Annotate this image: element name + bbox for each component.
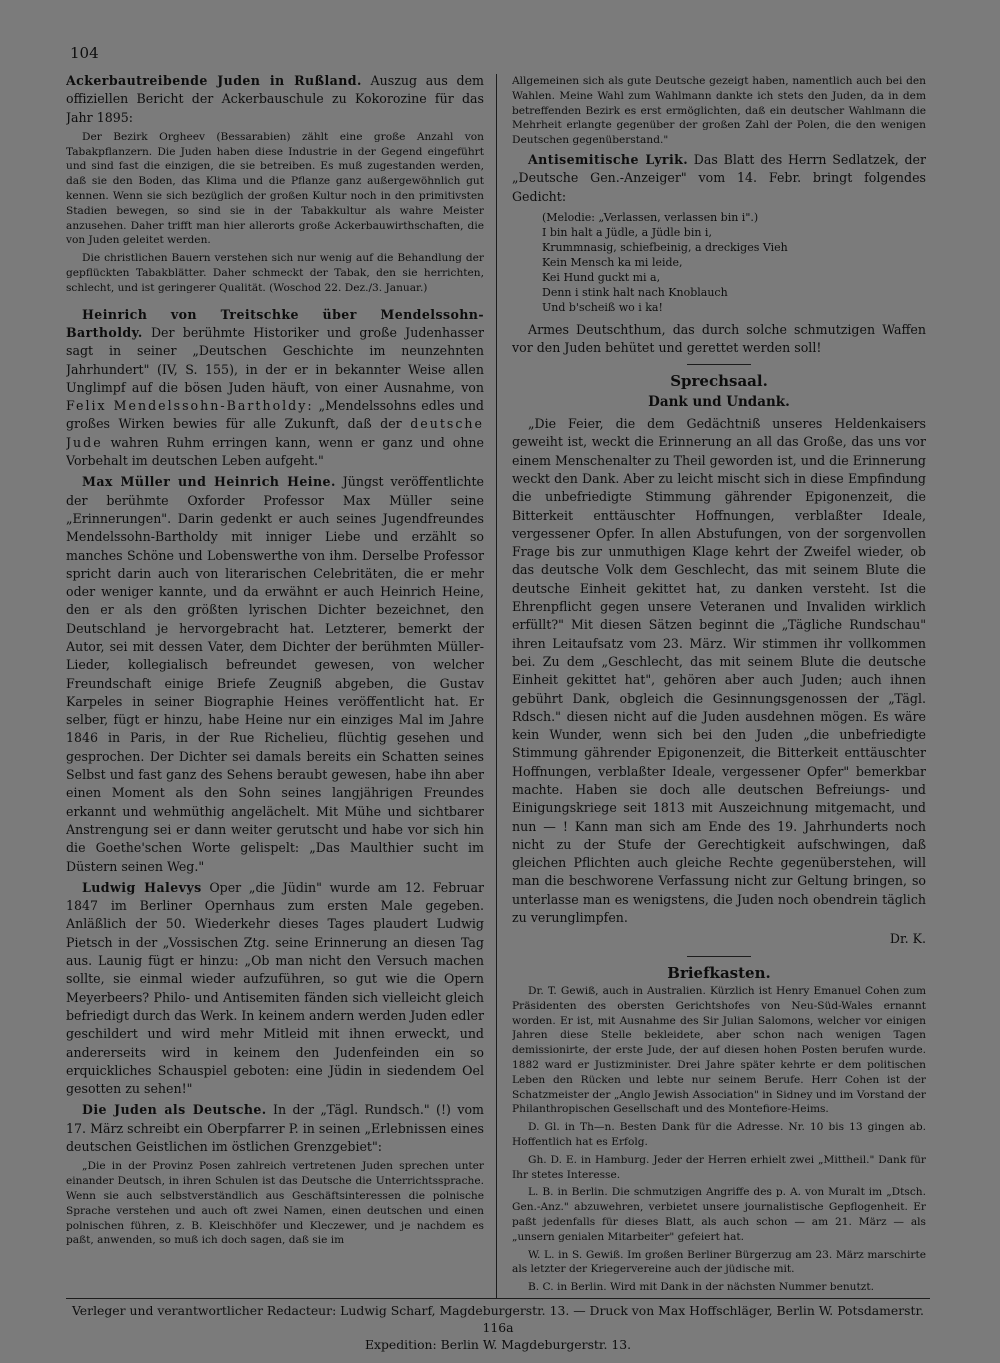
poem-line: Denn i stink halt nach Knoblauch <box>542 285 728 299</box>
briefkasten-entry: B. C. in Berlin. Wird mit Dank in der nächsten Nummer benutzt. <box>528 1281 874 1294</box>
poem <box>542 210 926 315</box>
article-body-lyrik: Das Blatt des Herrn Sedlatzek, der „Deutsche Gen.-Anzeiger" vom 14. Febr. bringt folgendes Gedicht: <box>512 151 926 204</box>
poem-line: I bin halt a Jüdle, a Jüdle bin i, <box>542 225 712 239</box>
sprechsaal-body: „Die Feier, die dem Gedächtniß unseres Heldenkaisers geweiht ist, weckt die Erinnerung an all das Große, das uns vor einem Menschenalter zu Theil geworden ist, und die Erinnerung weckt den Dank. Aber zu leicht mischt sich in diese Empfindung die unbefriedigte Stimmung gährender Epigonenzeit, die Bitterkeit enttäuschter Hoffnungen, verblaßter Ideale, vergessener Opfer. In allen Abstufungen, von der sorgenvollen Frage bis zur unmuthigen Klage kehrt der Zweifel wieder, ob das deutsche Volk dem Geschlecht, das mit seinem Blute die deutsche Einheit gekittet hat, zu danken versteht. Ist die Ehrenpflicht gegen unsere Veteranen und Invaliden wirklich erfüllt?" Mit diesen Sätzen beginnt die „Tägliche Rundschau" ihren Leitaufsatz vom 23. März. Wir stimmen ihr vollkommen bei. Zu dem „Geschlecht, das mit seinem Blute die deutsche Einheit gekittet hat", gehören aber auch Juden; auch ihnen gebührt Dank, obgleich die Gesinnungsgenossen der „Tägl. Rdsch." diesen nicht auf die Juden ausdehnen mögen. Es wäre kein Wunder, wenn sich bei den Juden „die unbefriedigte Stimmung gährender Epigonenzeit, die Bitterkeit enttäuschter Hoffnungen, verblaßter Ideale, vergessener Opfer" bemerkbar machte. Haben sie doch alle deutschen Befreiungs- und Einigungskriege seit 1813 mit Auszeichnung mitgemacht, und nun — ! Kann man sich am Ende des 19. Jahrhunderts noch nicht zu der Stufe der Gerechtigkeit aufschwingen, daß gleichen Pflichten auch gleiche Rechte gegenüberstehen, will man die beschworene Verfassung nicht zur Geltung bringen, so unterlasse man es wenigstens, die Juden noch obendrein täglich zu verunglimpfen. <box>512 416 926 926</box>
briefkasten-entry: Gh. D. E. in Hamburg. Jeder der Herren erhielt zwei „Mittheil." Dank für Ihr stetes Interesse. <box>512 1153 926 1181</box>
article-title-ackerbau: Ackerbautreibende Juden in Rußland. <box>66 73 362 88</box>
article-continuation: Allgemeinen sich als gute Deutsche gezeigt haben, namentlich auch bei den Wahlen. Meine Wahl zum Wahlmann dankte ich stets den Juden, da in dem betreffenden Bezirk es erst ermöglichten, daß ein deutscher Wahlmann die Mehrheit erlangte gegenüber der großen Zahl der Polen, die den wenigen Deutschen gegenüberstand." <box>512 75 926 147</box>
article-body-mueller-heine: Jüngst veröffentlichte der berühmte Oxforder Professor Max Müller seine „Erinnerungen". Darin gedenkt er auch seines Jugendfreundes Mendelssohn-Bartholdy mit inniger Liebe und erzählt so manches Schöne und Lobenswerthe von ihm. Derselbe Professor spricht darin auch von literarischen Celebritäten, die er mehr oder weniger kannte, und da erwähnt er auch Heinrich Heine, den er als den größten lyrischen Dichter bezeichnet, den Deutschland je hervorgebracht hat. Letzterer, bemerkt der Autor, sei mit dessen Vater, dem Dichter der berühmten Müller-Lieder, kollegialisch befreundet gewesen, von welcher Freundschaft einige Briefe Zeugniß abgeben, die Gustav Karpeles in seiner Biographie Heines veröffentlicht hat. Er selber, fügt er hinzu, habe Heine nur ein einziges Mal im Jahre 1846 in Paris, in der Rue Richelieu, flüchtig gesehen und gesprochen. Der Dichter sei damals bereits ein Schatten seines Selbst und fast ganz des Sehens beraubt gewesen, habe ihn aber einen Moment als den Sohn seines langjährigen Freundes erkannt und wehmüthig angelächelt. Mit Mühe und sichtbarer Anstrengung sei er dann weiter gerutscht und habe vor sich hin die Goethe'schen Worte gelispelt: „Das Maulthier sucht im Düstern seinen Weg." <box>66 474 484 874</box>
article-title-mueller-heine: Max Müller und Heinrich Heine. <box>82 474 336 490</box>
article-name-mendelssohn: Felix Mendelssohn-Bartholdy: <box>66 398 314 414</box>
article-body-ackerbau: Der Bezirk Orgheev (Bessarabien) zählt eine große Anzahl von Tabakpflanzern. Die Juden haben diese Industrie in der Gegend eingeführt und sind fast die einzigen, die sie betreiben. Es muß zugestanden werden, daß sie den Boden, das Klima und die Pflanze ganz außergewöhnlich gut kennen. Wenn sie sich bezüglich der großen Kultur noch in den primitivsten Stadien bewegen, so sind sie in der Tabakkultur als wahre Meister anzusehen. Daher trifft man hier allerorts große Ackerbauwirthschaften, die von Juden geleitet werden. <box>66 130 484 247</box>
article-lyrik <box>512 151 926 206</box>
article-body-treitschke: Der berühmte Historiker und große Judenhasser sagt in seiner „Deutschen Geschichte im neunzehnten Jahrhundert" (IV, S. 155), in der er in bekannter Weise allen Unglimpf auf die bösen Juden häuft, von einer Ausnahme, von <box>66 324 484 395</box>
footer-rule <box>66 1298 930 1299</box>
right-column <box>512 74 926 1296</box>
article-lyrik-after: Armes Deutschthum, das durch solche schmutzigen Waffen vor den Juden behütet und gerettet werden soll! <box>512 321 926 356</box>
poem-line: Krummnasig, schiefbeinig, a dreckiges Vieh <box>542 240 788 254</box>
poem-line: Kei Hund guckt mi a, <box>542 270 661 284</box>
poem-line: Und b'scheiß wo i ka! <box>542 300 663 314</box>
article-ackerbau <box>66 72 484 127</box>
article-title-treitschke: Heinrich von Treitschke über Mendelssohn-Bartholdy. <box>66 306 484 340</box>
article-lead-ackerbau: Auszug aus dem offiziellen Bericht der Ackerbauschule zu Kokorozine für das Jahr 1895: <box>66 73 484 125</box>
section-divider <box>687 364 751 365</box>
article-title-juden-deutsche: Die Juden als Deutsche. <box>82 1102 267 1118</box>
article-title-halevy: Ludwig Halevys <box>82 879 202 895</box>
briefkasten-entry: Dr. T. Gewiß, auch in Australien. Kürzlich ist Henry Emanuel Cohen zum Präsidenten des obersten Gerichtshofes von Neu-Süd-Wales ernannt worden. Er ist, mit Ausnahme des Sir Julian Salomons, welcher vor einigen Jahren diese Stelle bekleidete, aber schon nach wenigen Tagen demissionirte, der erste Jude, der auf diesen hohen Posten berufen wurde. 1882 ward er Justizminister. Drei Jahre später kehrte er dem politischen Leben den Rücken und lebte nur seinem Berufe. Herr Cohen ist der Schatzmeister der „Anglo Jewish Association" in Sidney und im Vorstand der Philanthropischen Gesellschaft und des Montefiore-Heims. <box>512 984 926 1116</box>
left-column <box>66 72 484 1297</box>
article-juden-deutsche <box>66 1101 484 1156</box>
poem-melody: (Melodie: „Verlassen, verlassen bin i".) <box>542 210 759 224</box>
imprint-footer <box>66 1302 930 1353</box>
briefkasten-entry: L. B. in Berlin. Die schmutzigen Angriffe des p. A. von Muralt im „Dtsch. Gen.-Anz." abzuwehren, verbietet unsere journalistische Gepflogenheit. Er paßt jedenfalls für dieses Blatt, als auch schon — am 21. März — als „unsern genialen Mitarbeiter" gefeiert hat. <box>512 1186 926 1243</box>
article-title-lyrik: Antisemitische Lyrik. <box>528 151 689 167</box>
imprint-line-expedition: Expedition: Berlin W. Magdeburgerstr. 13. <box>364 1337 632 1352</box>
section-heading-briefkasten: Briefkasten. <box>667 963 771 982</box>
imprint-line-publisher: Verleger und verantwortlicher Redacteur: Ludwig Scharf, Magdeburgerstr. 13. — Druck von Max Hoffschläger, Berlin W. Potsdamerstr. 116a <box>72 1303 924 1335</box>
article-body-ackerbau-2: Die christlichen Bauern verstehen sich nur wenig auf die Behandlung der gepflückten Tabakblätter. Daher schmeckt der Tabak, den sie herrichten, schlecht, und ist geringerer Qualität. (Woschod 22. Dez./3. Januar.) <box>66 252 484 294</box>
section-divider <box>687 956 751 957</box>
poem-line: Kein Mensch ka mi leide, <box>542 255 683 269</box>
section-subheading-dank: Dank und Undank. <box>648 393 790 410</box>
article-body-halevy: Oper „die Jüdin" wurde am 12. Februar 1847 im Berliner Opernhaus zum ersten Male gegeben. Anläßlich der 50. Wiederkehr dieses Tages plaudert Ludwig Pietsch in der „Vossischen Ztg. seine Erinnerung an diesen Tag aus. Launig fügt er hinzu: „Ob man nicht den Versuch machen sollte, sie einmal wieder aufzuführen, so gut wie die Opern Meyerbeers? Philo- und Antisemiten fänden sich vielleicht gleich befriedigt durch das Werk. In keinem andern werden Juden edler geschildert und wird mehr Mitleid mit ihnen erweckt, und andererseits wird in keinem den Judenfeinden ein so erquickliches Schauspiel geboten: eine Jüdin in siedendem Oel gesotten zu sehen!" <box>66 879 484 1097</box>
column-divider <box>496 74 497 1298</box>
article-treitschke <box>66 306 484 471</box>
article-halevy <box>66 879 484 1099</box>
article-quote-juden-deutsche: „Die in der Provinz Posen zahlreich vertretenen Juden sprechen unter einander Deutsch, in ihren Schulen ist das Deutsche die Unterrichtssprache. Wenn sie auch selbstverständlich aus Geschäftsinteressen die polnische Sprache verstehen und auch oft zwei Namen, einen deutschen und einen polnischen führen, z. B. Kleischhöfer und Kleczewer, und je nachdem es paßt, anwenden, so muß ich doch sagen, daß sie im <box>66 1160 484 1247</box>
article-mueller-heine <box>66 473 484 876</box>
section-heading-sprechsaal: Sprechsaal. <box>670 372 768 391</box>
briefkasten-entry: D. Gl. in Th—n. Besten Dank für die Adresse. Nr. 10 bis 13 gingen ab. Hoffentlich hat es Erfolg. <box>512 1121 926 1148</box>
article-body-treitschke-3: wahren Ruhm erringen kann, wenn er ganz und ohne Vorbehalt im deutschen Leben aufgeht." <box>66 434 484 469</box>
article-body-juden-deutsche: In der „Tägl. Rundsch." (!) vom 17. März schreibt ein Oberpfarrer P. in seinen „Erlebnissen eines deutschen Geistlichen im östlichen Grenzgebiet": <box>66 1102 484 1155</box>
page-number: 104 <box>70 44 99 62</box>
article-body-treitschke-2: „Mendelssohns edles und großes Wirken bewies für alle Zukunft, daß der <box>66 398 484 432</box>
sprechsaal-signature: Dr. K. <box>889 931 926 947</box>
article-spaced-deutsche-jude: deutsche Jude <box>66 416 484 450</box>
briefkasten-entry: W. L. in S. Gewiß. Im großen Berliner Bürgerzug am 23. März marschirte als letzter der Kriegervereine auch der jüdische mit. <box>512 1248 926 1276</box>
